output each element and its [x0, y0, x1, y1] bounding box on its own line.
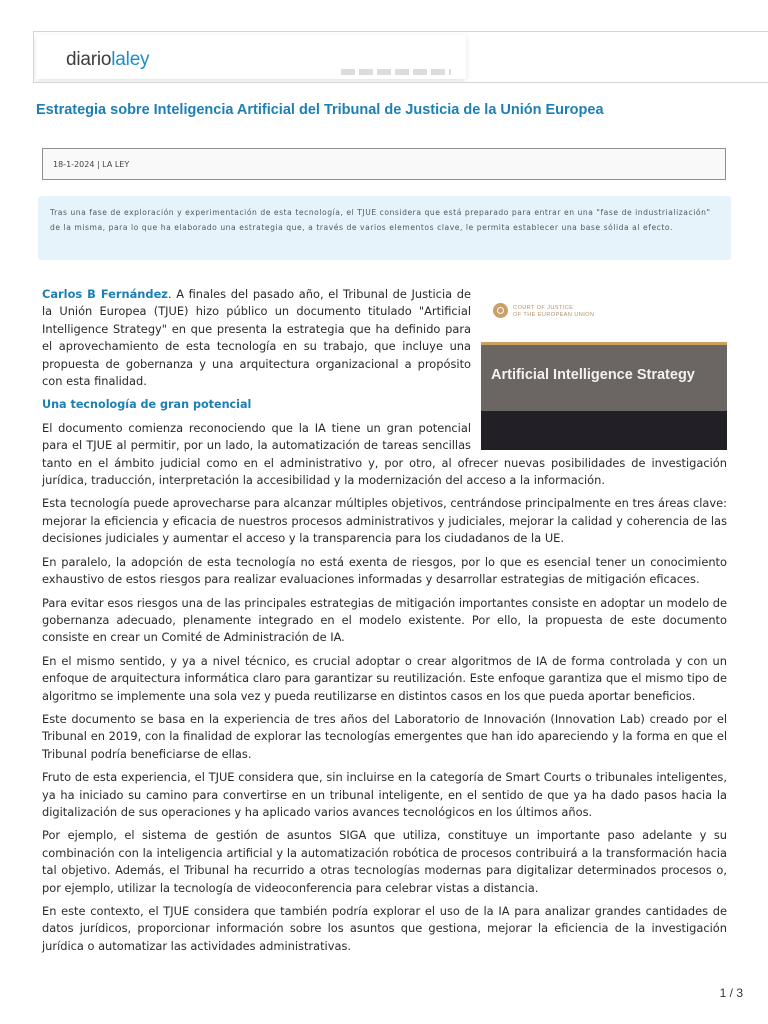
body-paragraph: Este documento se basa en la experiencia de tres años del Laboratorio de Innovación (Innovation Lab) creado por el Tribunal en 2019, con la finalidad de explorar las tecnologías emergentes que han ido apareciendo y la forma en que el Tribunal podría beneficiarse de ellas.	[42, 711, 727, 761]
article-body	[42, 286, 727, 961]
cover-title: Artificial Intelligence Strategy	[491, 367, 695, 383]
body-paragraph: El documento comienza reconociendo que la IA tiene un gran potencial para el TJUE al permitir, por un lado, la automatización de tareas sencillas tanto en el ámbito judicial como en el administrativo y, por otro, al ofrecer nuevas posibilidades de investigación jurídica, traducción, interpretación la accesibilidad y la modernización del acceso a la información.	[42, 420, 727, 488]
article-title: Estrategia sobre Inteligencia Artificial del Tribunal de Justicia de la Unión Europea	[36, 102, 604, 118]
body-paragraph: Esta tecnología puede aprovecharse para alcanzar múltiples objetivos, centrándose principalmente en tres áreas clave: mejorar la eficiencia y eficacia de nuestros procesos administrativos y judiciales, mejorar la calidad y coherencia de las decisiones judiciales y aumentar el acceso y la transparencia para los ciudadanos de la UE.	[42, 496, 727, 546]
article-date-source: 18-1-2024 | LA LEY	[53, 160, 130, 169]
logo-text-diario: diario	[66, 49, 112, 70]
body-paragraph: Para evitar esos riesgos una de las principales estrategias de mitigación importantes consiste en adoptar un modelo de gobernanza adecuado, plenamente integrado en el modelo existente. Por ello, la propuesta de este documento consiste en crear un Comité de Administración de IA.	[42, 595, 727, 645]
cover-dark-band	[481, 411, 727, 450]
author-link[interactable]: Carlos B Fernández	[42, 287, 168, 301]
cover-title-band	[481, 345, 727, 411]
court-name-line1: COURT OF JUSTICE	[513, 305, 574, 311]
diariolaley-logo[interactable]	[66, 49, 149, 71]
header-logo-panel	[36, 35, 466, 79]
body-paragraph: Fruto de esta experiencia, el TJUE considera que, sin incluirse en la categoría de Smart Courts o tribunales inteligentes, ya ha iniciado su camino para convertirse en un tribunal inteligente, en el sentido de que ya ha dado pasos hacia la digitalización de sus operaciones y ha aplicado varios avances tecnológicos en los últimos años.	[42, 770, 727, 819]
logo-text-laley: laley	[111, 49, 150, 70]
court-name	[513, 305, 594, 319]
body-paragraph: En este contexto, el TJUE considera que también podría explorar el uso de la IA para analizar grandes cantidades de datos jurídicos, proporcionar información sobre los asuntos que gestiona, mejorar la eficiencia de la investigación jurídica o automatizar las actividades administrativas.	[42, 904, 727, 953]
article-meta	[42, 148, 726, 180]
section-heading: Una tecnología de gran potencial	[42, 398, 252, 412]
ai-strategy-cover-image	[481, 294, 727, 450]
cover-header	[481, 294, 727, 344]
court-name-line2: OF THE EUROPEAN UNION	[513, 312, 595, 318]
header-banner	[33, 31, 768, 83]
body-paragraph: En paralelo, la adopción de esta tecnología no está exenta de riesgos, por lo que es esencial tener un conocimiento exhaustivo de estos riesgos para realizar evaluaciones informadas y desarrollar estrategias de mitigación eficaces.	[42, 554, 727, 587]
body-paragraph: En el mismo sentido, y ya a nivel técnico, es crucial adoptar o crear algoritmos de IA de forma controlada y con un enfoque de arquitectura informática claro para garantizar su reutilización. Este enfoque garantiza que el mismo tipo de algoritmo se implemente una sola vez y pueda reutilizarse en distintos casos en los que pueda aportar beneficios.	[42, 653, 727, 703]
intro-text: . A finales del pasado año, el Tribunal de Justicia de la Unión Europea (TJUE) hizo público un documento titulado "Artificial Intelligence Strategy" en que presenta la estrategia que ha definido para el aprovechamiento de esta tecnología en su trabajo, que incluye una propuesta de gobernanza y una arquitectura organizacional a propósito con esta finalidad.	[42, 287, 471, 389]
body-paragraph: Por ejemplo, el sistema de gestión de asuntos SIGA que utiliza, constituye un importante paso adelante y su combinación con la inteligencia artificial y la automatización robótica de procesos contribuirá a la transformación hacia tal objetivo. Además, el Tribunal ha recurrido a otras tecnologías modernas para digitalizar determinados procesos o, por ejemplo, utilizar la tecnología de videoconferencia para celebrar vistas a distancia.	[42, 828, 727, 895]
page-number: 1 / 3	[719, 986, 743, 1000]
header-faded-text	[341, 69, 451, 75]
article-summary: Tras una fase de exploración y experimentación de esta tecnología, el TJUE considera que está preparado para entrar en una "fase de industrialización" de la misma, para lo que ha elaborado una estrategia que, a través de varios elementos clave, le permita establecer una base sólida al efecto.	[38, 196, 731, 260]
court-seal-icon	[493, 303, 508, 318]
